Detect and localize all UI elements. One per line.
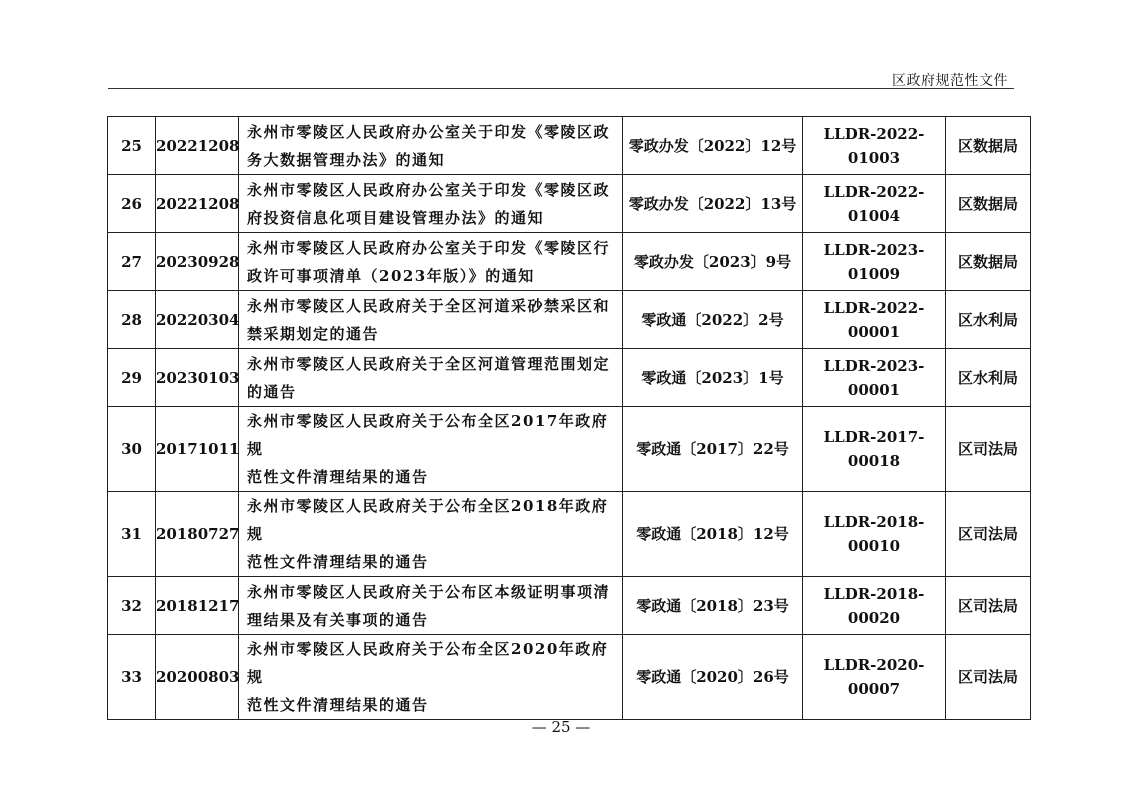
registration-number-cell: LLDR-2018-00020 — [803, 577, 946, 635]
document-title-line: 府投资信息化项目建设管理办法》的通知 — [247, 208, 545, 227]
document-title-cell — [239, 117, 623, 175]
document-title-line: 永州市零陵区人民政府关于公布全区2017年政府规 — [247, 412, 609, 458]
table-body — [108, 117, 1031, 720]
document-title-line: 永州市零陵区人民政府关于全区河道管理范围划定 — [247, 354, 611, 373]
row-number-cell: 25 — [108, 117, 156, 175]
row-number-cell: 29 — [108, 349, 156, 407]
table-row — [108, 233, 1031, 291]
document-title-line: 永州市零陵区人民政府关于公布全区2018年政府规 — [247, 497, 609, 543]
document-title-line: 政许可事项清单（2023年版）》的通知 — [247, 266, 535, 285]
table-row — [108, 117, 1031, 175]
table-row — [108, 492, 1031, 577]
document-title-line: 务大数据管理办法》的通知 — [247, 150, 446, 169]
row-number-cell: 33 — [108, 635, 156, 720]
issue-date-cell: 20200803 — [156, 635, 239, 720]
document-title-line: 永州市零陵区人民政府办公室关于印发《零陵区行 — [247, 238, 611, 257]
issue-date-cell: 20220304 — [156, 291, 239, 349]
page-number: — 25 — — [531, 718, 591, 736]
document-title-line: 范性文件清理结果的通告 — [247, 553, 429, 571]
department-cell: 区司法局 — [946, 577, 1031, 635]
issue-date-cell: 20230103 — [156, 349, 239, 407]
registration-number-cell: LLDR-2023-00001 — [803, 349, 946, 407]
document-number-cell: 零政通〔2023〕1号 — [623, 349, 803, 407]
table-row — [108, 349, 1031, 407]
registration-number-cell: LLDR-2022-01004 — [803, 175, 946, 233]
document-title-line: 范性文件清理结果的通告 — [247, 468, 429, 486]
document-number-cell: 零政通〔2022〕2号 — [623, 291, 803, 349]
table-row — [108, 577, 1031, 635]
department-cell: 区水利局 — [946, 349, 1031, 407]
registration-number-cell: LLDR-2022-01003 — [803, 117, 946, 175]
department-cell: 区司法局 — [946, 635, 1031, 720]
document-title-line: 禁采期划定的通告 — [247, 324, 380, 343]
table-row — [108, 407, 1031, 492]
department-cell: 区司法局 — [946, 407, 1031, 492]
registration-number-cell: LLDR-2020-00007 — [803, 635, 946, 720]
department-cell: 区数据局 — [946, 233, 1031, 291]
document-number-cell: 零政通〔2018〕12号 — [623, 492, 803, 577]
row-number-cell: 28 — [108, 291, 156, 349]
issue-date-cell: 20171011 — [156, 407, 239, 492]
table-row — [108, 291, 1031, 349]
document-title-cell — [239, 635, 623, 720]
document-number-cell: 零政通〔2018〕23号 — [623, 577, 803, 635]
table-row — [108, 175, 1031, 233]
document-number-cell: 零政通〔2017〕22号 — [623, 407, 803, 492]
document-number-cell: 零政办发〔2023〕9号 — [623, 233, 803, 291]
registration-number-cell: LLDR-2022-00001 — [803, 291, 946, 349]
table-row — [108, 635, 1031, 720]
registration-number-cell: LLDR-2017-00018 — [803, 407, 946, 492]
issue-date-cell: 20221208 — [156, 175, 239, 233]
document-title-line: 范性文件清理结果的通告 — [247, 696, 429, 714]
department-cell: 区司法局 — [946, 492, 1031, 577]
document-title-line: 的通告 — [247, 382, 297, 401]
row-number-cell: 31 — [108, 492, 156, 577]
document-title-cell — [239, 291, 623, 349]
document-title-cell — [239, 175, 623, 233]
document-title-cell — [239, 233, 623, 291]
document-number-cell: 零政办发〔2022〕13号 — [623, 175, 803, 233]
document-title-cell — [239, 407, 623, 492]
issue-date-cell: 20181217 — [156, 577, 239, 635]
document-title-line: 永州市零陵区人民政府关于公布全区2020年政府规 — [247, 640, 609, 686]
document-title-cell — [239, 349, 623, 407]
document-title-line: 永州市零陵区人民政府关于全区河道采砂禁采区和 — [247, 296, 611, 315]
document-title-cell — [239, 492, 623, 577]
document-number-cell: 零政通〔2020〕26号 — [623, 635, 803, 720]
department-cell: 区水利局 — [946, 291, 1031, 349]
document-title-line: 理结果及有关事项的通告 — [247, 610, 429, 629]
document-title-cell — [239, 577, 623, 635]
row-number-cell: 26 — [108, 175, 156, 233]
document-number-cell: 零政办发〔2022〕12号 — [623, 117, 803, 175]
document-title-line: 永州市零陵区人民政府关于公布区本级证明事项清 — [247, 582, 611, 601]
issue-date-cell: 20180727 — [156, 492, 239, 577]
page-header-title: 区政府规范性文件 — [892, 73, 1008, 89]
registration-number-cell: LLDR-2023-01009 — [803, 233, 946, 291]
row-number-cell: 32 — [108, 577, 156, 635]
issue-date-cell: 20221208 — [156, 117, 239, 175]
header-divider — [108, 88, 1014, 89]
document-title-line: 永州市零陵区人民政府办公室关于印发《零陵区政 — [247, 180, 611, 199]
document-title-line: 永州市零陵区人民政府办公室关于印发《零陵区政 — [247, 122, 611, 141]
issue-date-cell: 20230928 — [156, 233, 239, 291]
department-cell: 区数据局 — [946, 175, 1031, 233]
department-cell: 区数据局 — [946, 117, 1031, 175]
registration-number-cell: LLDR-2018-00010 — [803, 492, 946, 577]
row-number-cell: 27 — [108, 233, 156, 291]
row-number-cell: 30 — [108, 407, 156, 492]
document-table — [107, 116, 1031, 720]
